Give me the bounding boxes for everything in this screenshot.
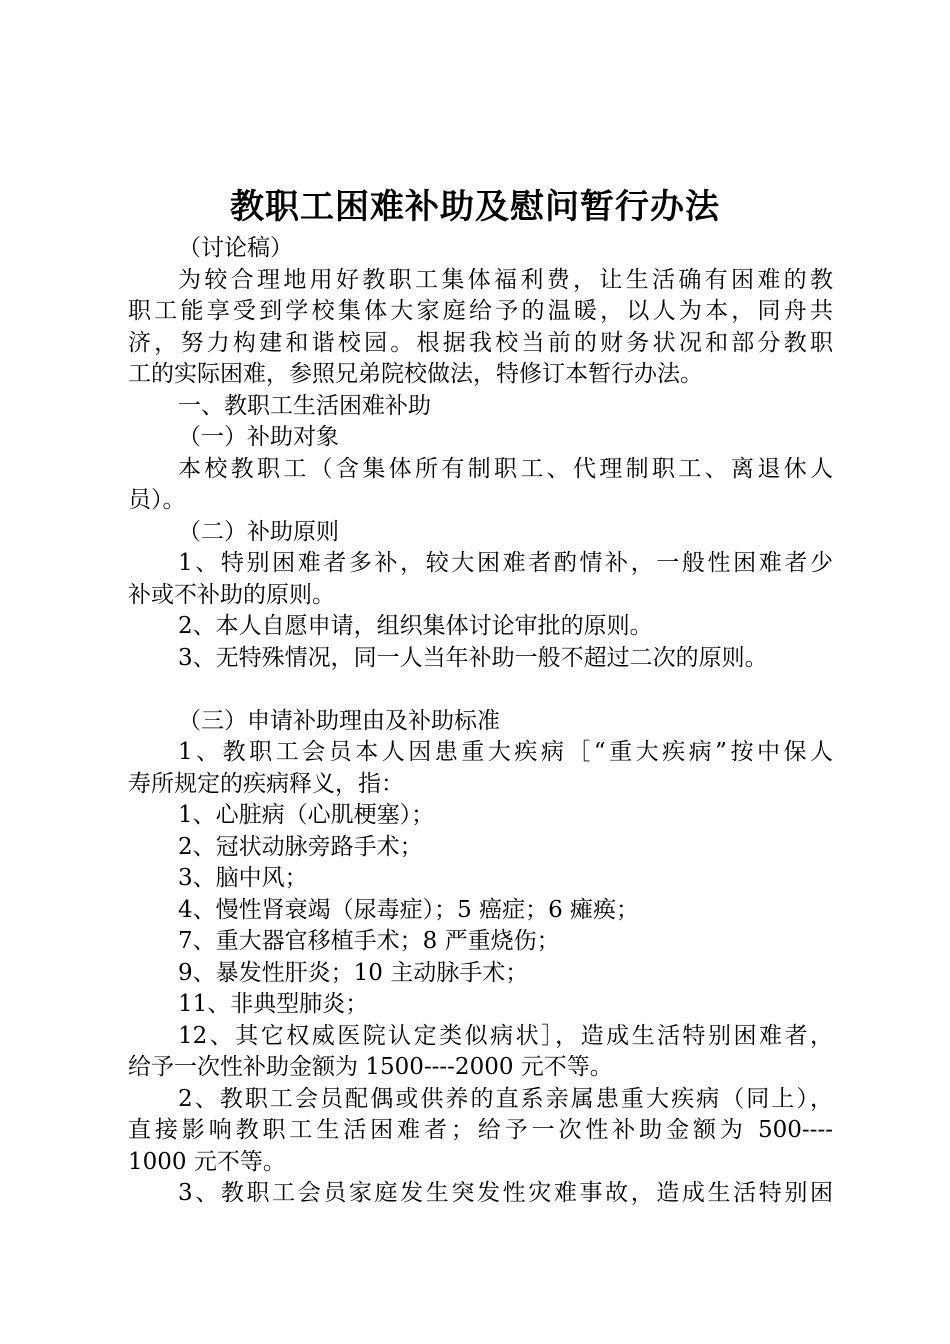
document-body [128, 233, 833, 1210]
principle-item-continued: 补或不补助的原则。 [128, 581, 335, 608]
paragraph-line: 为较合理地用好教职工集体福利费，让生活确有困难的教 [178, 266, 833, 293]
standard-amount: 给予一次性补助金额为 1500----2000 元不等。 [128, 1054, 613, 1080]
section-heading: 一、教职工生活困难补助 [178, 392, 431, 419]
blank-line [128, 674, 833, 706]
paragraph-line: 济，努力构建和谐校园。根据我校当前的财务状况和部分教职 [128, 329, 833, 356]
subsection-heading: （二）补助原则 [178, 518, 339, 545]
disease-item: 7、重大器官移植手术；8 严重烧伤； [178, 928, 560, 954]
principle-item: 2、本人自愿申请，组织集体讨论审批的原则。 [178, 613, 653, 639]
standard-item: 3、教职工会员家庭发生突发性灾难事故，造成生活特别困 [178, 1180, 833, 1206]
standard-amount: 1000 元不等。 [128, 1148, 286, 1175]
document-title: 教职工困难补助及慰问暂行办法 [230, 187, 720, 227]
draft-note: （讨论稿） [178, 235, 293, 261]
disease-item: 4、慢性肾衰竭（尿毒症）；5 癌症；6 瘫痪； [178, 896, 640, 923]
standard-item: 1、教职工会员本人因患重大疾病［“重大疾病”按中保人 [178, 739, 833, 765]
subsection-heading: （一）补助对象 [178, 424, 339, 450]
disease-item: 11、非典型肺炎； [178, 991, 369, 1017]
paragraph-line: 工的实际困难，参照兄弟院校做法，特修订本暂行办法。 [128, 361, 703, 387]
disease-item: 1、心脏病（心肌梗塞）； [178, 802, 435, 828]
disease-item: 3、脑中风； [178, 865, 308, 891]
principle-item: 1、特别困难者多补，较大困难者酌情补，一般性困难者少 [178, 550, 833, 576]
disease-item: 2、冠状动脉旁路手术； [178, 833, 423, 860]
standard-item: 2、教职工会员配偶或供养的直系亲属患重大疾病（同上）， [178, 1085, 833, 1112]
principle-item: 3、无特殊情况，同一人当年补助一般不超过二次的原则。 [178, 644, 768, 671]
standard-item-continued: 直接影响教职工生活困难者；给予一次性补助金额为 500---- [128, 1117, 833, 1143]
disease-item: 9、暴发性肝炎；10 主动脉手术； [178, 959, 529, 986]
paragraph-line: 职工能享受到学校集体大家庭给予的温暖，以人为本，同舟共 [128, 298, 833, 324]
disease-item: 12、其它权威医院认定类似病状］，造成生活特别困难者， [178, 1022, 833, 1049]
subsection-heading: （三）申请补助理由及补助标准 [178, 707, 500, 734]
paragraph-line: 员）。 [128, 487, 186, 513]
standard-item-continued: 寿所规定的疾病释义，指： [128, 770, 404, 797]
paragraph-line: 本校教职工（含集体所有制职工、代理制职工、离退休人 [178, 455, 833, 482]
